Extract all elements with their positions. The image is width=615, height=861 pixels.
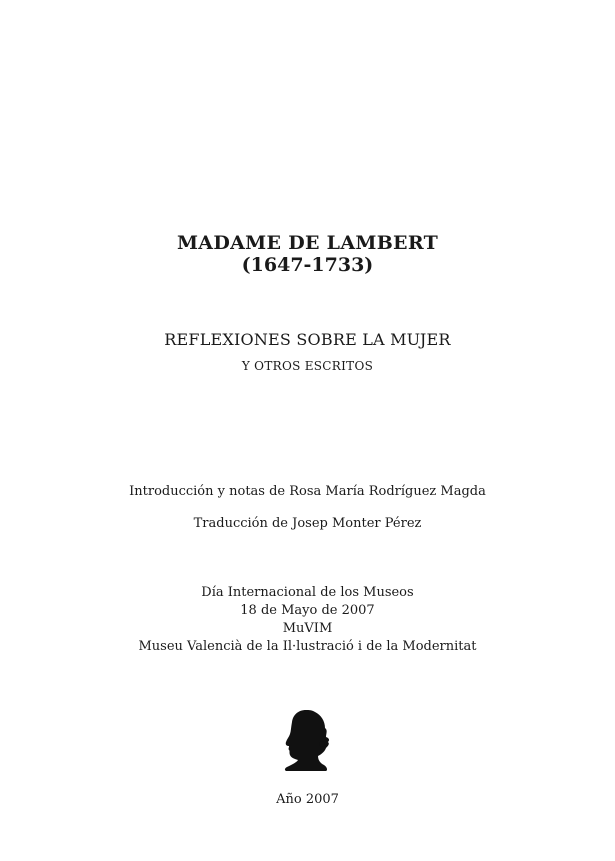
publication-year: Año 2007: [276, 792, 339, 807]
event-name: Día Internacional de los Museos: [201, 585, 414, 600]
introduction-credit: Introducción y notas de Rosa María Rodríguez Magda: [129, 484, 486, 499]
book-title: REFLEXIONES SOBRE LA MUJER: [164, 330, 451, 349]
event-date: 18 de Mayo de 2007: [240, 603, 375, 618]
translation-credit: Traducción de Josep Monter Pérez: [193, 516, 422, 531]
silhouette-profile-icon: [278, 708, 334, 772]
author-name: MADAME DE LAMBERT: [176, 232, 439, 254]
museum-acronym: MuVIM: [282, 621, 333, 636]
museum-name: Museu Valencià de la Il·lustració i de la Modernitat: [138, 639, 477, 654]
author-dates: (1647-1733): [241, 254, 374, 276]
book-subtitle: Y OTROS ESCRITOS: [241, 359, 374, 373]
